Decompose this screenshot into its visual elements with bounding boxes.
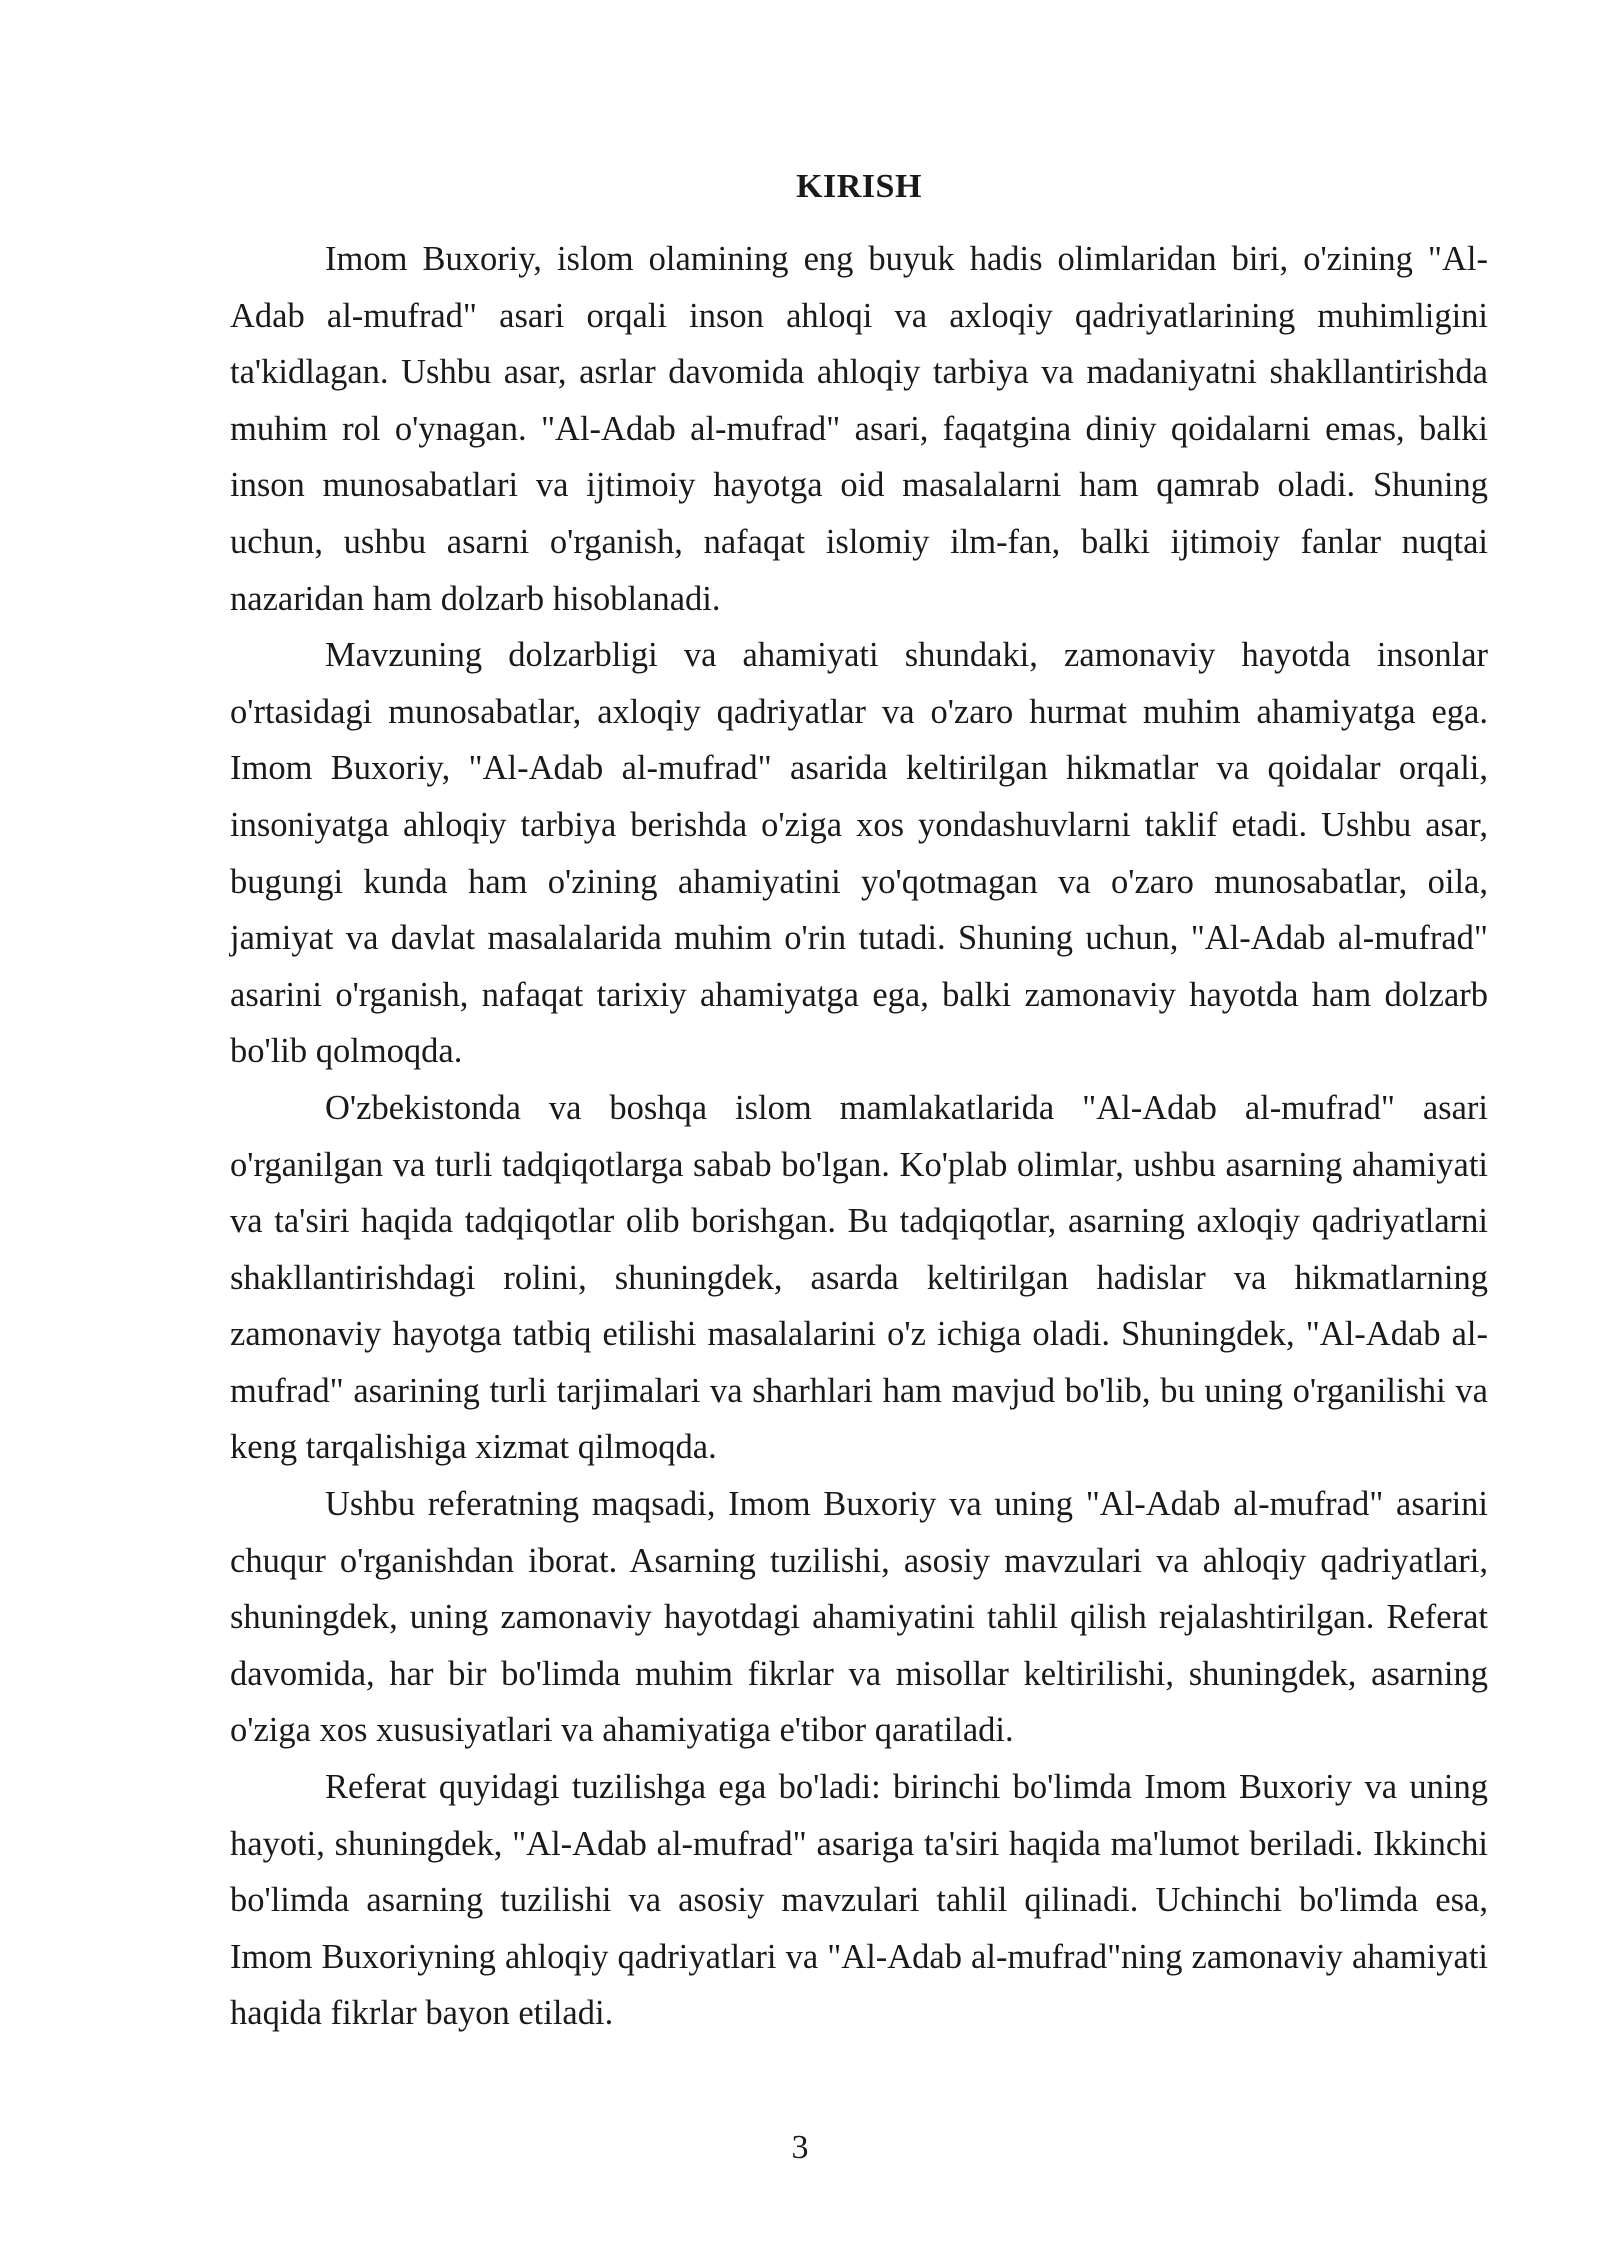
section-title: KIRISH: [796, 168, 922, 205]
page-content: [230, 165, 1488, 2042]
paragraph-1: Imom Buxoriy, islom olamining eng buyuk hadis olimlaridan biri, o'zining "Al-Adab al-mufrad" asari orqali inson ahloqi va axloqiy qadriyatlarining muhimligini ta'kidlagan. Ushbu asar, asrlar davomida ahloqiy tarbiya va madaniyatni shakllantirishda muhim rol o'ynagan. "Al-Adab al-mufrad" asari, faqatgina diniy qoidalarni emas, balki inson munosabatlari va ijtimoiy hayotga oid masalalarni ham qamrab oladi. Shuning uchun, ushbu asarni o'rganish, nafaqat islomiy ilm-fan, balki ijtimoiy fanlar nuqtai nazaridan ham dolzarb hisoblanadi.: [230, 240, 1488, 618]
paragraph-5: Referat quyidagi tuzilishga ega bo'ladi: birinchi bo'limda Imom Buxoriy va uning hayoti, shuningdek, "Al-Adab al-mufrad" asariga ta'siri haqida ma'lumot beriladi. Ikkinchi bo'limda asarning tuzilishi va asosiy mavzulari tahlil qilinadi. Uchinchi bo'limda esa, Imom Buxoriyning ahloqiy qadriyatlari va "Al-Adab al-mufrad"ning zamonaviy ahamiyati haqida fikrlar bayon etiladi.: [230, 1768, 1488, 2033]
paragraph-4: Ushbu referatning maqsadi, Imom Buxoriy va uning "Al-Adab al-mufrad" asarini chuqur o'rganishdan iborat. Asarning tuzilishi, asosiy mavzulari va ahloqiy qadriyatlari, shuningdek, uning zamonaviy hayotdagi ahamiyatini tahlil qilish rejalashtirilgan. Referat davomida, har bir bo'limda muhim fikrlar va misollar keltirilishi, shuningdek, asarning o'ziga xos xususiyatlari va ahamiyatiga e'tibor qaratiladi.: [230, 1485, 1488, 1750]
paragraph-2: Mavzuning dolzarbligi va ahamiyati shundaki, zamonaviy hayotda insonlar o'rtasidagi munosabatlar, axloqiy qadriyatlar va o'zaro hurmat muhim ahamiyatga ega. Imom Buxoriy, "Al-Adab al-mufrad" asarida keltirilgan hikmatlar va qoidalar orqali, insoniyatga ahloqiy tarbiya berishda o'ziga xos yondashuvlarni taklif etadi. Ushbu asar, bugungi kunda ham o'zining ahamiyatini yo'qotmagan va o'zaro munosabatlar, oila, jamiyat va davlat masalalarida muhim o'rin tutadi. Shuning uchun, "Al-Adab al-mufrad" asarini o'rganish, nafaqat tarixiy ahamiyatga ega, balki zamonaviy hayotda ham dolzarb bo'lib qolmoqda.: [230, 636, 1488, 1071]
page-number: 3: [791, 2129, 809, 2166]
paragraph-3: O'zbekistonda va boshqa islom mamlakatlarida "Al-Adab al-mufrad" asari o'rganilgan va turli tadqiqotlarga sabab bo'lgan. Ko'plab olimlar, ushbu asarning ahamiyati va ta'siri haqida tadqiqotlar olib borishgan. Bu tadqiqotlar, asarning axloqiy qadriyatlarni shakllantirishdagi rolini, shuningdek, asarda keltirilgan hadislar va hikmatlarning zamonaviy hayotga tatbiq etilishi masalalarini o'z ichiga oladi. Shuningdek, "Al-Adab al-mufrad" asarining turli tarjimalari va sharhlari ham mavjud bo'lib, bu uning o'rganilishi va keng tarqalishiga xizmat qilmoqda.: [230, 1088, 1488, 1467]
